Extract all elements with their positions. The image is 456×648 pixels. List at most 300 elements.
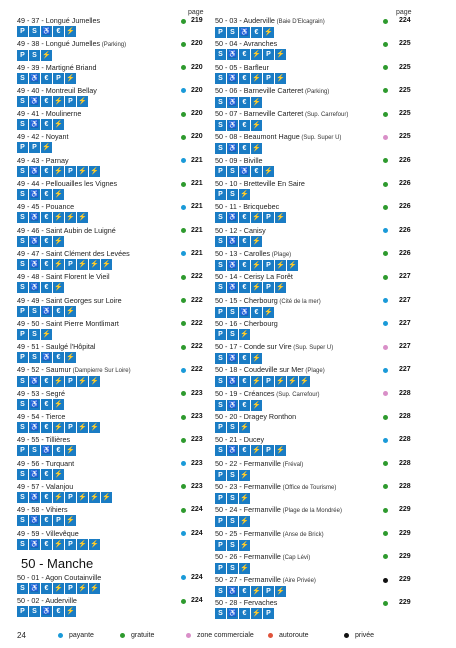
list-item <box>215 343 415 366</box>
service-icons <box>17 492 209 503</box>
page-ref: 223 <box>191 413 203 421</box>
electric-plug-icon: ⚡ <box>78 493 87 501</box>
area-title: 50 - 13 - Carolles <box>215 248 271 258</box>
euro-icon: € <box>239 608 250 619</box>
page-ref: 227 <box>399 319 411 327</box>
parking-icon: P <box>215 516 226 527</box>
euro-icon: € <box>239 236 250 247</box>
service-icon: S <box>29 606 40 617</box>
service-icons <box>215 97 415 108</box>
electric-plug-icon: ⚡ <box>240 541 249 549</box>
service-icon: S <box>215 73 226 84</box>
area-subtitle: (Plage) <box>303 368 325 375</box>
service-icon: S <box>17 96 28 107</box>
list-item <box>215 157 415 180</box>
electric-plug-icon: ⚡ <box>54 378 63 386</box>
status-dot <box>383 345 388 350</box>
right-column <box>215 17 415 623</box>
area-title: 49 - 49 - Saint Georges sur Loire <box>17 295 122 305</box>
accessible-icon: ♿ <box>30 237 39 245</box>
electric-plug-icon: ⚡ <box>276 51 285 59</box>
euro-icon: € <box>239 212 250 223</box>
service-icons <box>215 307 415 318</box>
euro-icon: € <box>41 492 52 503</box>
euro-icon: € <box>41 166 52 177</box>
electric-plug-icon: ⚡ <box>54 167 63 175</box>
list-item <box>17 574 209 597</box>
euro-icon: € <box>41 539 52 550</box>
status-dot <box>181 438 186 443</box>
service-icon: S <box>17 259 28 270</box>
page-ref: 225 <box>399 40 411 48</box>
parking-icon: P <box>65 259 76 270</box>
area-subtitle: (Office de Tourisme) <box>280 484 337 491</box>
legend-dot <box>58 633 63 638</box>
list-item <box>17 460 209 483</box>
electric-plug-icon: ⚡ <box>66 447 75 455</box>
status-dot <box>383 578 388 583</box>
service-icons <box>215 329 415 340</box>
euro-icon: € <box>239 353 250 364</box>
area-title: 49 - 59 - Villevêque <box>17 528 79 538</box>
list-item <box>215 133 415 156</box>
euro-icon: € <box>41 73 52 84</box>
electric-plug-icon: ⚡ <box>66 28 75 35</box>
list-item <box>215 17 415 40</box>
list-item <box>215 483 415 506</box>
electric-plug-icon: ⚡ <box>240 518 249 526</box>
service-icons <box>215 540 415 551</box>
area-title: 50 - 11 - Bricquebec <box>215 202 280 212</box>
area-title: 49 - 57 - Valanjou <box>17 481 74 491</box>
service-icon: S <box>227 422 238 433</box>
electric-plug-icon: ⚡ <box>276 378 285 386</box>
parking-icon: P <box>65 166 76 177</box>
service-icon: S <box>215 49 226 60</box>
list-item <box>17 413 209 436</box>
area-title: 49 - 44 - Pellouailles les Vignes <box>17 179 118 189</box>
list-item <box>215 366 415 389</box>
list-item <box>17 273 209 296</box>
service-icon: S <box>17 422 28 433</box>
service-icon: S <box>215 353 226 364</box>
electric-plug-icon: ⚡ <box>240 191 249 199</box>
euro-icon: € <box>41 469 52 480</box>
parking-icon: P <box>263 376 274 387</box>
euro-icon: € <box>239 400 250 411</box>
list-item <box>17 133 209 156</box>
euro-icon: € <box>41 376 52 387</box>
euro-icon: € <box>239 143 250 154</box>
service-icons <box>215 73 415 84</box>
service-icon: S <box>17 73 28 84</box>
parking-icon: P <box>215 422 226 433</box>
electric-plug-icon: ⚡ <box>90 167 99 175</box>
service-icon: S <box>215 376 226 387</box>
euro-icon: € <box>41 515 52 526</box>
page-ref: 222 <box>191 366 203 374</box>
status-dot <box>383 531 388 536</box>
service-icons <box>17 606 209 617</box>
electric-plug-icon: ⚡ <box>252 98 261 106</box>
electric-plug-icon: ⚡ <box>252 122 261 130</box>
area-title: 50 - 02 - Auderville <box>17 596 77 606</box>
page-ref: 224 <box>399 17 411 24</box>
list-item <box>215 506 415 529</box>
electric-plug-icon: ⚡ <box>252 610 261 618</box>
electric-plug-icon: ⚡ <box>78 378 87 386</box>
list-item <box>17 343 209 366</box>
service-icons <box>215 400 415 411</box>
parking-icon: P <box>215 27 226 38</box>
service-icon: S <box>17 515 28 526</box>
euro-icon: € <box>53 606 64 617</box>
area-title: 50 - 10 - Bretteville En Saire <box>215 179 305 189</box>
legend-label: gratuite <box>131 632 155 639</box>
area-title: 50 - 20 - Dragey Ronthon <box>215 412 297 422</box>
page-ref: 224 <box>191 597 203 605</box>
electric-plug-icon: ⚡ <box>90 378 99 386</box>
status-dot <box>383 438 388 443</box>
accessible-icon: ♿ <box>228 74 237 82</box>
page-ref: 226 <box>399 180 411 188</box>
service-icons <box>215 189 415 200</box>
parking-icon: P <box>17 606 28 617</box>
page-ref: 222 <box>191 273 203 281</box>
electric-plug-icon: ⚡ <box>90 584 99 592</box>
electric-plug-icon: ⚡ <box>42 52 51 60</box>
accessible-icon: ♿ <box>30 260 39 268</box>
service-icons <box>215 212 415 223</box>
accessible-icon: ♿ <box>228 122 237 130</box>
accessible-icon: ♿ <box>228 145 237 153</box>
accessible-icon: ♿ <box>30 378 39 386</box>
area-title: 50 - 28 - Fervaches <box>215 598 278 608</box>
service-icons <box>215 260 415 271</box>
electric-plug-icon: ⚡ <box>102 260 111 268</box>
list-item <box>215 297 415 320</box>
accessible-icon: ♿ <box>30 540 39 548</box>
service-icon: S <box>29 50 40 61</box>
parking-icon: P <box>65 376 76 387</box>
euro-icon: € <box>239 376 250 387</box>
area-title: 50 - 21 - Ducey <box>215 435 265 445</box>
status-dot <box>181 42 186 47</box>
service-icon: S <box>227 540 238 551</box>
list-item <box>17 17 209 40</box>
service-icons <box>17 119 209 130</box>
parking-icon: P <box>215 540 226 551</box>
list-item <box>215 273 415 296</box>
page-ref: 229 <box>399 599 411 607</box>
euro-icon: € <box>41 399 52 410</box>
status-dot <box>383 135 388 140</box>
accessible-icon: ♿ <box>228 355 237 363</box>
status-dot <box>181 415 186 420</box>
electric-plug-icon: ⚡ <box>78 424 87 432</box>
area-title: 50 - 27 - Fermanville <box>215 575 281 585</box>
service-icons <box>17 539 209 550</box>
service-icons <box>17 26 209 37</box>
page-ref: 229 <box>399 529 411 537</box>
area-subtitle: (Parking) <box>303 88 330 95</box>
accessible-icon: ♿ <box>30 121 39 129</box>
service-icon: S <box>29 306 40 317</box>
area-subtitle: (Cité de la mer) <box>277 298 321 305</box>
left-column <box>17 17 209 620</box>
euro-icon: € <box>239 97 250 108</box>
accessible-icon: ♿ <box>30 167 39 175</box>
service-icons <box>215 166 415 177</box>
area-title: 50 - 01 - Agon Coutainville <box>17 572 102 582</box>
electric-plug-icon: ⚡ <box>78 167 87 175</box>
service-icon: S <box>29 445 40 456</box>
area-title: 49 - 53 - Segré <box>17 388 65 398</box>
accessible-icon: ♿ <box>30 517 39 525</box>
area-title: 50 - 18 - Coudeville sur Mer <box>215 365 304 375</box>
euro-icon: € <box>239 73 250 84</box>
electric-plug-icon: ⚡ <box>252 74 261 82</box>
list-item <box>215 87 415 110</box>
status-dot <box>383 275 388 280</box>
area-title: 49 - 43 - Parnay <box>17 155 69 165</box>
service-icons <box>17 515 209 526</box>
electric-plug-icon: ⚡ <box>276 74 285 82</box>
legend-label: autoroute <box>279 632 309 639</box>
service-icon: S <box>227 516 238 527</box>
euro-icon: € <box>239 260 250 271</box>
area-title: 50 - 14 - Cerisy La Forêt <box>215 272 293 282</box>
list-item <box>17 180 209 203</box>
service-icon: S <box>227 493 238 504</box>
parking-icon: P <box>65 96 76 107</box>
list-item <box>215 320 415 343</box>
list-item <box>17 436 209 459</box>
electric-plug-icon: ⚡ <box>66 307 75 315</box>
service-icon: S <box>17 166 28 177</box>
area-title: 49 - 47 - Saint Clément des Levées <box>17 248 130 258</box>
area-title: 49 - 54 - Tierce <box>17 412 66 422</box>
list-item <box>17 203 209 226</box>
electric-plug-icon: ⚡ <box>78 540 87 548</box>
area-subtitle: (Parking) <box>100 42 127 49</box>
parking-icon: P <box>215 329 226 340</box>
electric-plug-icon: ⚡ <box>42 144 51 152</box>
status-dot <box>383 415 388 420</box>
status-dot <box>383 508 388 513</box>
area-title: 49 - 40 - Montreuil Bellay <box>17 85 97 95</box>
electric-plug-icon: ⚡ <box>54 121 63 129</box>
accessible-icon: ♿ <box>30 97 39 105</box>
page-ref: 224 <box>191 506 203 514</box>
electric-plug-icon: ⚡ <box>300 378 309 386</box>
area-subtitle: (Sup. Carrefour) <box>274 391 320 398</box>
electric-plug-icon: ⚡ <box>264 29 273 36</box>
service-icons <box>215 493 415 504</box>
area-title: 49 - 48 - Saint Florent le Vieil <box>17 272 110 282</box>
service-icons <box>17 422 209 433</box>
area-subtitle: (Cap Lévi) <box>280 554 311 561</box>
electric-plug-icon: ⚡ <box>276 588 285 596</box>
electric-plug-icon: ⚡ <box>66 74 75 82</box>
list-item <box>215 227 415 250</box>
page-ref: 229 <box>399 576 411 584</box>
service-icons <box>215 445 415 456</box>
legend-dot <box>186 633 191 638</box>
electric-plug-icon: ⚡ <box>54 424 63 432</box>
parking-icon: P <box>17 26 28 37</box>
page-ref: 222 <box>191 296 203 304</box>
service-icons <box>17 96 209 107</box>
parking-icon: P <box>53 73 64 84</box>
area-title: 49 - 39 - Martigné Briand <box>17 62 97 72</box>
area-title: 50 - 23 - Fermanville <box>215 481 281 491</box>
electric-plug-icon: ⚡ <box>252 355 261 363</box>
service-icon: S <box>17 539 28 550</box>
parking-icon: P <box>263 212 274 223</box>
page-ref: 221 <box>191 180 203 188</box>
electric-plug-icon: ⚡ <box>276 284 285 292</box>
service-icons <box>17 469 209 480</box>
accessible-icon: ♿ <box>30 470 39 478</box>
page-ref: 220 <box>191 110 203 118</box>
legend-item <box>120 632 154 639</box>
service-icons <box>17 306 209 317</box>
list-item <box>17 250 209 273</box>
service-icons <box>17 583 209 594</box>
area-title: 50 - 26 - Fermanville <box>215 551 281 561</box>
list-item <box>215 203 415 226</box>
service-icon: S <box>29 352 40 363</box>
service-icon: S <box>17 583 28 594</box>
area-title: 50 - 07 - Barneville Carteret <box>215 109 304 119</box>
service-icon: S <box>215 236 226 247</box>
electric-plug-icon: ⚡ <box>54 214 63 222</box>
electric-plug-icon: ⚡ <box>54 540 63 548</box>
status-dot <box>383 368 388 373</box>
electric-plug-icon: ⚡ <box>252 378 261 386</box>
page-ref: 221 <box>191 156 203 164</box>
accessible-icon: ♿ <box>228 401 237 409</box>
accessible-icon: ♿ <box>228 214 237 222</box>
legend-dot <box>268 633 273 638</box>
electric-plug-icon: ⚡ <box>54 584 63 592</box>
service-icons <box>215 27 415 38</box>
accessible-icon: ♿ <box>30 400 39 408</box>
electric-plug-icon: ⚡ <box>252 401 261 409</box>
list-item <box>215 599 415 622</box>
service-icon: S <box>17 469 28 480</box>
area-title: 50 - 06 - Barneville Carteret <box>215 85 304 95</box>
electric-plug-icon: ⚡ <box>54 400 63 408</box>
service-icons <box>215 143 415 154</box>
electric-plug-icon: ⚡ <box>54 470 63 478</box>
area-title: 50 - 04 - Avranches <box>215 39 278 49</box>
parking-icon: P <box>263 49 274 60</box>
list-item <box>215 180 415 203</box>
page-ref: 225 <box>399 86 411 94</box>
list-item <box>17 297 209 320</box>
service-icons <box>17 142 209 153</box>
accessible-icon: ♿ <box>228 447 237 455</box>
electric-plug-icon: ⚡ <box>264 167 273 175</box>
parking-icon: P <box>17 306 28 317</box>
electric-plug-icon: ⚡ <box>54 237 63 245</box>
legend-label: privée <box>355 632 375 639</box>
electric-plug-icon: ⚡ <box>78 584 87 592</box>
euro-icon: € <box>41 119 52 130</box>
euro-icon: € <box>239 445 250 456</box>
area-subtitle: (Fréval) <box>280 461 304 468</box>
list-item <box>17 227 209 250</box>
service-icon: S <box>227 329 238 340</box>
status-dot <box>383 42 388 47</box>
service-icons <box>17 73 209 84</box>
page-column-header-right: page <box>396 9 412 16</box>
legend-item <box>58 632 94 639</box>
accessible-icon: ♿ <box>42 354 51 362</box>
page-ref: 229 <box>399 552 411 560</box>
parking-icon: P <box>263 73 274 84</box>
parking-icon: P <box>263 260 274 271</box>
accessible-icon: ♿ <box>30 214 39 222</box>
electric-plug-icon: ⚡ <box>90 540 99 548</box>
accessible-icon: ♿ <box>30 74 39 82</box>
area-title: 49 - 51 - Saulgé l'Hôpital <box>17 342 96 352</box>
area-title: 50 - 25 - Fermanville <box>215 528 281 538</box>
electric-plug-icon: ⚡ <box>54 284 63 292</box>
page-ref: 226 <box>399 156 411 164</box>
area-subtitle: (Plage de la Mondrée) <box>280 508 342 515</box>
electric-plug-icon: ⚡ <box>90 493 99 501</box>
electric-plug-icon: ⚡ <box>252 284 261 292</box>
page-ref: 221 <box>191 226 203 234</box>
parking-icon: P <box>263 445 274 456</box>
list-item <box>17 110 209 133</box>
page-ref: 220 <box>191 86 203 94</box>
service-icon: S <box>215 143 226 154</box>
electric-plug-icon: ⚡ <box>66 354 75 362</box>
electric-plug-icon: ⚡ <box>240 471 249 479</box>
page-ref: 224 <box>191 573 203 581</box>
euro-icon: € <box>239 282 250 293</box>
accessible-icon: ♿ <box>42 307 51 315</box>
euro-icon: € <box>251 27 262 38</box>
service-icon: S <box>227 166 238 177</box>
service-icon: S <box>29 329 40 340</box>
page-ref: 221 <box>191 249 203 257</box>
page-ref: 228 <box>399 413 411 421</box>
accessible-icon: ♿ <box>228 98 237 106</box>
service-icons <box>17 352 209 363</box>
area-title: 49 - 58 - Vihiers <box>17 505 68 515</box>
electric-plug-icon: ⚡ <box>252 214 261 222</box>
list-item <box>215 40 415 63</box>
parking-icon: P <box>215 493 226 504</box>
list-item <box>17 530 209 553</box>
service-icon: S <box>17 399 28 410</box>
legend-item <box>344 632 374 639</box>
page-ref: 222 <box>191 343 203 351</box>
area-title: 49 - 50 - Saint Pierre Montlimart <box>17 318 119 328</box>
list-item <box>17 157 209 180</box>
area-title: 50 - 12 - Canisy <box>215 225 266 235</box>
service-icon: S <box>215 586 226 597</box>
status-dot <box>181 182 186 187</box>
legend-label: zone commerciale <box>197 632 254 639</box>
service-icon: S <box>227 470 238 481</box>
parking-icon: P <box>215 307 226 318</box>
